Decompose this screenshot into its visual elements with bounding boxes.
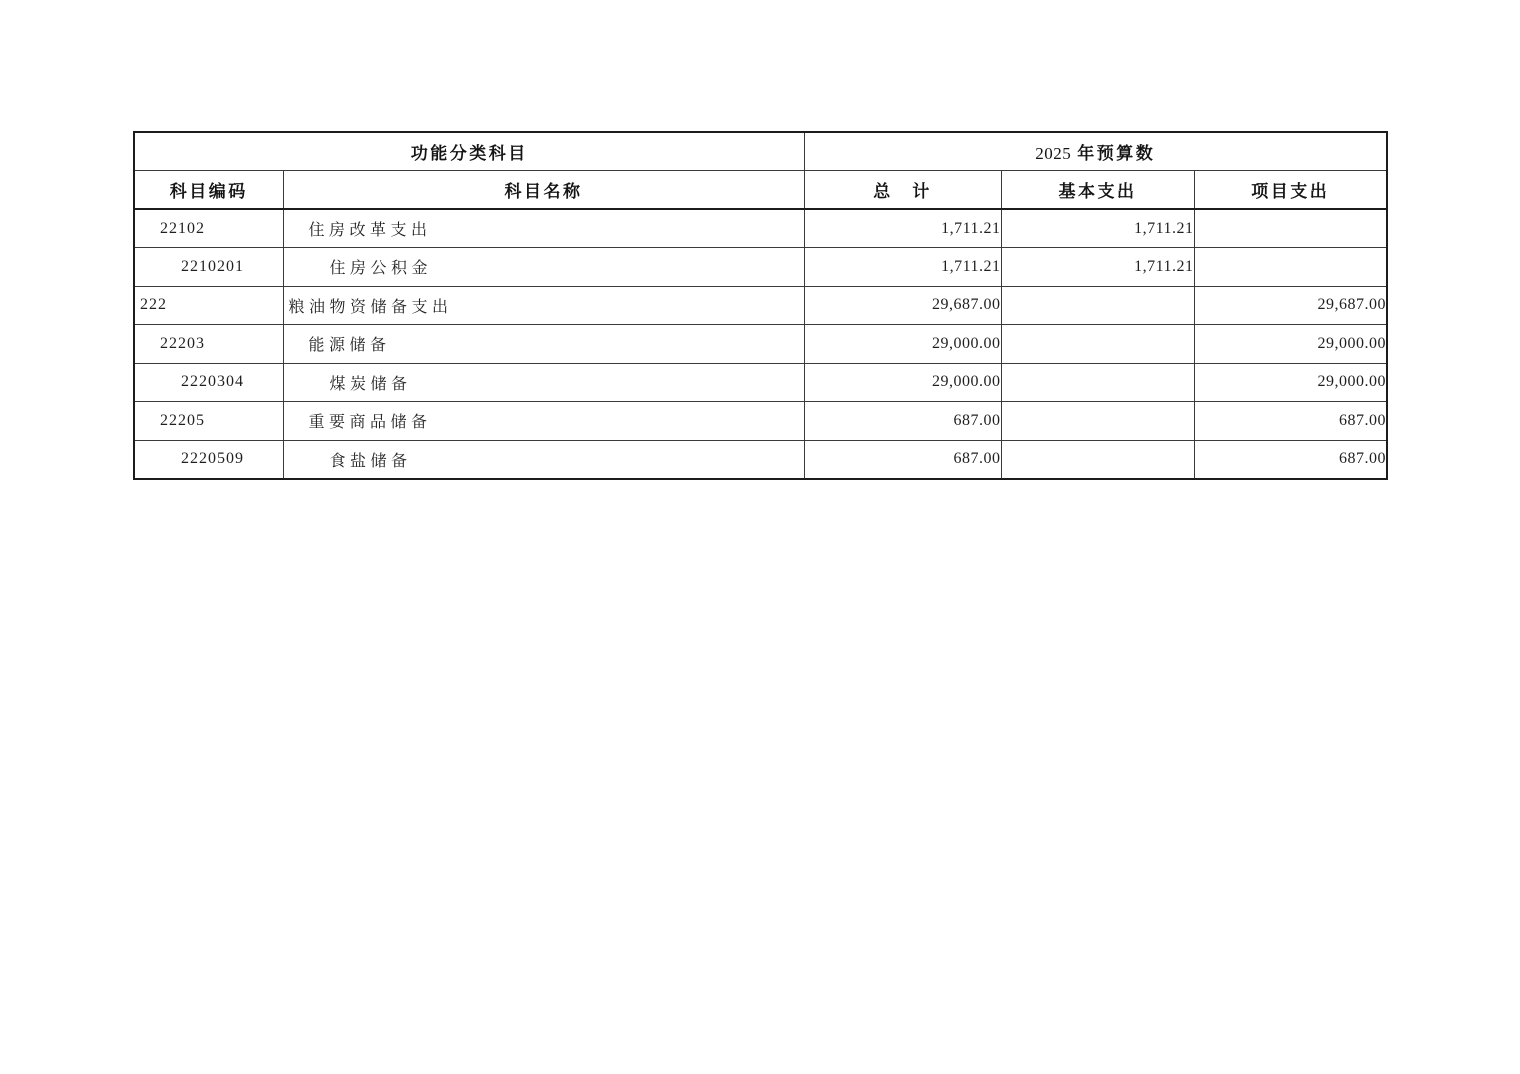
cell-total: 29,687.00: [804, 286, 1001, 325]
table-row: [134, 363, 1387, 402]
budget-year-value: 2025: [1035, 144, 1072, 163]
table-row: [134, 286, 1387, 325]
cell-total: 1,711.21: [804, 209, 1001, 248]
cell-total: 687.00: [804, 402, 1001, 441]
table-row: [134, 325, 1387, 364]
cell-name: 煤炭储备: [283, 363, 804, 402]
cell-project: 687.00: [1194, 440, 1387, 479]
cell-code: 22102: [134, 209, 283, 248]
cell-total: 29,000.00: [804, 325, 1001, 364]
column-header-total: 总 计: [804, 171, 1001, 210]
cell-project: 687.00: [1194, 402, 1387, 441]
cell-name: 重要商品储备: [283, 402, 804, 441]
cell-basic: [1001, 440, 1194, 479]
cell-basic: [1001, 363, 1194, 402]
cell-code: 22203: [134, 325, 283, 364]
cell-basic: 1,711.21: [1001, 248, 1194, 287]
cell-name: 住房改革支出: [283, 209, 804, 248]
table-row: [134, 248, 1387, 287]
cell-code: 2220304: [134, 363, 283, 402]
table-row: [134, 440, 1387, 479]
column-header-code: 科目编码: [134, 171, 283, 210]
cell-project: [1194, 209, 1387, 248]
header-function-classification: 功能分类科目: [134, 132, 804, 171]
table-row: [134, 402, 1387, 441]
table-column-header-row: [134, 171, 1387, 210]
cell-basic: [1001, 286, 1194, 325]
cell-basic: [1001, 325, 1194, 364]
table-header-group-row: [134, 132, 1387, 171]
header-budget-2025: [804, 132, 1387, 171]
cell-code: 2220509: [134, 440, 283, 479]
column-header-basic: 基本支出: [1001, 171, 1194, 210]
cell-total: 1,711.21: [804, 248, 1001, 287]
cell-project: 29,687.00: [1194, 286, 1387, 325]
cell-project: 29,000.00: [1194, 325, 1387, 364]
cell-code: 22205: [134, 402, 283, 441]
table-row: [134, 209, 1387, 248]
budget-table: [133, 131, 1388, 480]
cell-basic: 1,711.21: [1001, 209, 1194, 248]
cell-name: 食盐储备: [283, 440, 804, 479]
cell-project: 29,000.00: [1194, 363, 1387, 402]
budget-year-suffix: 年预算数: [1077, 144, 1156, 163]
cell-code: 2210201: [134, 248, 283, 287]
cell-name: 能源储备: [283, 325, 804, 364]
cell-total: 29,000.00: [804, 363, 1001, 402]
cell-name: 住房公积金: [283, 248, 804, 287]
cell-code: 222: [134, 286, 283, 325]
cell-name: 粮油物资储备支出: [283, 286, 804, 325]
cell-total: 687.00: [804, 440, 1001, 479]
column-header-name: 科目名称: [283, 171, 804, 210]
cell-project: [1194, 248, 1387, 287]
cell-basic: [1001, 402, 1194, 441]
column-header-project: 项目支出: [1194, 171, 1387, 210]
